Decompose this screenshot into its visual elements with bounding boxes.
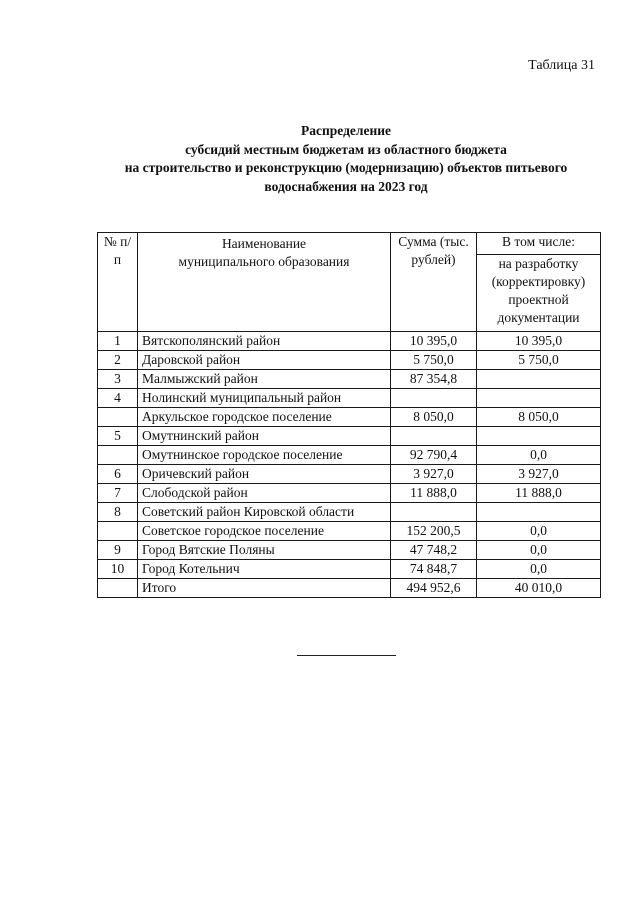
cell-name: Омутнинское городское поселение — [138, 446, 391, 465]
cell-design — [477, 427, 601, 446]
cell-name: Слободской район — [138, 484, 391, 503]
cell-sum: 3 927,0 — [391, 465, 477, 484]
document-title — [86, 122, 606, 196]
header-including: В том числе: — [477, 233, 601, 255]
cell-name: Аркульское городское поселение — [138, 408, 391, 427]
cell-design: 0,0 — [477, 560, 601, 579]
cell-name: Нолинский муниципальный район — [138, 389, 391, 408]
header-name: Наименование муниципального образования — [138, 233, 391, 332]
title-line-2: субсидий местным бюджетам из областного бюджета — [185, 141, 507, 157]
cell-sum — [391, 427, 477, 446]
table-label: Таблица 31 — [528, 58, 595, 73]
cell-sum: 87 354,8 — [391, 370, 477, 389]
cell-design: 0,0 — [477, 446, 601, 465]
cell-num — [98, 579, 138, 598]
cell-num — [98, 446, 138, 465]
cell-design: 40 010,0 — [477, 579, 601, 598]
cell-sum: 92 790,4 — [391, 446, 477, 465]
title-line-1: Распределение — [300, 123, 392, 138]
table-row — [98, 503, 601, 522]
title-line-4: водоснабжения на 2023 год — [264, 178, 428, 194]
cell-sum: 74 848,7 — [391, 560, 477, 579]
table-row — [98, 351, 601, 370]
cell-num: 3 — [98, 370, 138, 389]
table-row — [98, 389, 601, 408]
cell-design: 10 395,0 — [477, 332, 601, 351]
cell-num: 2 — [98, 351, 138, 370]
cell-num: 10 — [98, 560, 138, 579]
cell-design: 8 050,0 — [477, 408, 601, 427]
table-row — [98, 332, 601, 351]
cell-design: 3 927,0 — [477, 465, 601, 484]
closing-rule — [297, 655, 396, 656]
cell-name: Советский район Кировской области — [138, 503, 391, 522]
table-row — [98, 522, 601, 541]
cell-num: 1 — [98, 332, 138, 351]
table-row — [98, 370, 601, 389]
table-row — [98, 446, 601, 465]
table-row — [98, 484, 601, 503]
table-row — [98, 560, 601, 579]
cell-name: Итого — [138, 579, 391, 598]
cell-sum: 11 888,0 — [391, 484, 477, 503]
cell-sum: 47 748,2 — [391, 541, 477, 560]
cell-num: 9 — [98, 541, 138, 560]
cell-sum: 10 395,0 — [391, 332, 477, 351]
cell-num — [98, 522, 138, 541]
cell-num: 8 — [98, 503, 138, 522]
cell-design: 0,0 — [477, 522, 601, 541]
cell-name: Город Котельнич — [138, 560, 391, 579]
cell-sum — [391, 503, 477, 522]
cell-num: 7 — [98, 484, 138, 503]
cell-name: Омутнинский район — [138, 427, 391, 446]
table-row — [98, 465, 601, 484]
cell-design — [477, 503, 601, 522]
cell-design: 11 888,0 — [477, 484, 601, 503]
table-row — [98, 579, 601, 598]
cell-sum — [391, 389, 477, 408]
cell-name: Город Вятские Поляны — [138, 541, 391, 560]
cell-name: Малмыжский район — [138, 370, 391, 389]
cell-num: 6 — [98, 465, 138, 484]
cell-num: 5 — [98, 427, 138, 446]
header-design: на разработку (корректировку) проектной документации — [477, 254, 601, 331]
cell-name: Вятскополянский район — [138, 332, 391, 351]
subsidy-table — [97, 232, 601, 598]
cell-design: 5 750,0 — [477, 351, 601, 370]
header-sum: Сумма (тыс. рублей) — [391, 233, 477, 332]
cell-sum: 8 050,0 — [391, 408, 477, 427]
title-line-3: на строительство и реконструкцию (модернизацию) объектов питьевого — [124, 160, 568, 175]
header-row — [98, 233, 601, 255]
table-row — [98, 408, 601, 427]
header-num: № п/п — [98, 233, 138, 332]
cell-name: Советское городское поселение — [138, 522, 391, 541]
cell-design — [477, 389, 601, 408]
cell-sum: 5 750,0 — [391, 351, 477, 370]
table-row — [98, 541, 601, 560]
cell-name: Оричевский район — [138, 465, 391, 484]
cell-design: 0,0 — [477, 541, 601, 560]
table-row — [98, 427, 601, 446]
cell-sum: 494 952,6 — [391, 579, 477, 598]
cell-name: Даровской район — [138, 351, 391, 370]
cell-design — [477, 370, 601, 389]
cell-sum: 152 200,5 — [391, 522, 477, 541]
cell-num: 4 — [98, 389, 138, 408]
cell-num — [98, 408, 138, 427]
